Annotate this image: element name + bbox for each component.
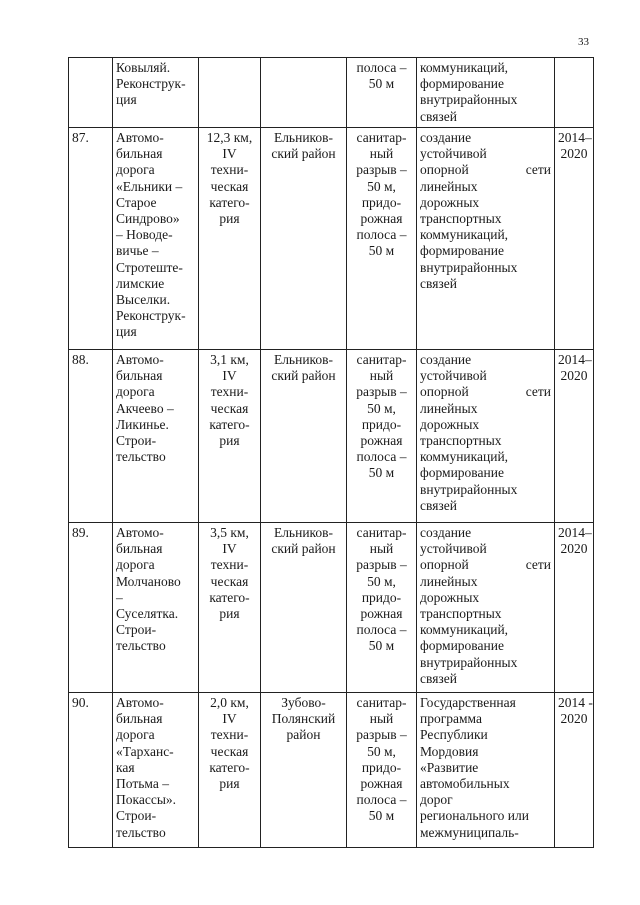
road-name-line: ция <box>116 324 137 340</box>
road-name-cell <box>113 58 199 128</box>
road-length-line: 3,5 км, <box>210 525 249 540</box>
purpose-line: формирование <box>420 465 504 481</box>
period-line: 2020 <box>560 711 588 727</box>
protection-zone-line: полоса – <box>356 792 407 808</box>
road-name-cell <box>113 350 199 523</box>
protection-zone-line: разрыв – <box>356 557 407 573</box>
district-cell <box>261 350 347 523</box>
purpose-line: внутрирайонных <box>420 481 518 497</box>
district-line: ский район <box>271 541 336 557</box>
purpose-line: дорожных <box>420 589 480 605</box>
road-name-line: Ковыляй. <box>116 60 171 75</box>
protection-zone-line: разрыв – <box>356 727 407 743</box>
protection-zone-cell <box>347 128 417 350</box>
period-line: 2020 <box>560 541 588 557</box>
road-name-line: Акчеево – <box>116 400 174 416</box>
period-line: 2014– <box>558 352 592 367</box>
road-length-line: 3,1 км, <box>210 352 249 367</box>
purpose-line: связей <box>420 497 457 513</box>
road-name-line: бильная <box>116 368 163 384</box>
period-cell <box>555 523 594 693</box>
road-length-line: катего- <box>209 589 250 605</box>
road-name-line: дорога <box>116 557 155 573</box>
road-length-line: ческая <box>210 743 249 759</box>
protection-zone-line: санитар- <box>356 130 407 145</box>
district-cell <box>261 128 347 350</box>
protection-zone-line: санитар- <box>356 352 407 367</box>
district-line: Ельников- <box>273 352 334 367</box>
district-line: ский район <box>271 368 336 384</box>
purpose-line: опорной сети <box>420 384 551 400</box>
road-length-line: рия <box>219 433 240 449</box>
road-name-line: «Тарханс- <box>116 743 174 759</box>
protection-zone-line: полоса – <box>356 622 407 638</box>
protection-zone-line: 50 м <box>368 243 395 259</box>
road-name-line: лимские <box>116 275 165 291</box>
purpose-line: связей <box>420 108 457 124</box>
table-row <box>69 693 594 848</box>
page-number: 33 <box>578 36 589 48</box>
road-length-cell <box>199 128 261 350</box>
road-length-cell <box>199 693 261 848</box>
purpose-line: внутрирайонных <box>420 259 518 275</box>
table-row <box>69 523 594 693</box>
period-line: 2020 <box>560 368 588 384</box>
protection-zone-cell <box>347 523 417 693</box>
purpose-line: связей <box>420 670 457 686</box>
purpose-line: транспортных <box>420 433 502 449</box>
road-length-line: IV <box>222 541 237 557</box>
purpose-cell <box>417 693 555 848</box>
road-length-line: катего- <box>209 416 250 432</box>
road-name-line: Потьма – <box>116 776 169 792</box>
protection-zone-line: 50 м <box>368 76 395 92</box>
purpose-line: линейных <box>420 178 478 194</box>
district-line: район <box>286 727 321 743</box>
road-length-line: ческая <box>210 573 249 589</box>
purpose-line: внутрирайонных <box>420 654 518 670</box>
road-name-line: тельство <box>116 824 166 840</box>
purpose-line: дорожных <box>420 194 480 210</box>
protection-zone-line: 50 м <box>368 465 395 481</box>
protection-zone-line: 50 м <box>368 638 395 654</box>
road-length-cell <box>199 350 261 523</box>
row-number-cell: 87. <box>69 128 113 350</box>
purpose-line: программа <box>420 711 482 727</box>
row-number-cell <box>69 58 113 128</box>
road-length-line: IV <box>222 146 237 162</box>
road-length-line: IV <box>222 368 237 384</box>
district-cell <box>261 58 347 128</box>
protection-zone-line: ный <box>369 146 394 162</box>
protection-zone-line: рожная <box>360 211 403 227</box>
road-name-line: Автомо- <box>116 352 164 367</box>
district-line: Полянский <box>271 711 336 727</box>
purpose-line: устойчивой <box>420 146 487 162</box>
period-line: 2014– <box>558 525 592 540</box>
purpose-line: регионального или <box>420 808 529 824</box>
purpose-line: дорог <box>420 792 453 808</box>
purpose-line: создание <box>420 352 472 367</box>
protection-zone-line: разрыв – <box>356 384 407 400</box>
road-length-cell <box>199 523 261 693</box>
road-name-line: Автомо- <box>116 695 164 710</box>
road-name-line: бильная <box>116 146 163 162</box>
protection-zone-line: разрыв – <box>356 162 407 178</box>
protection-zone-line: рожная <box>360 433 403 449</box>
purpose-line: Государственная <box>420 695 516 710</box>
road-length-line: рия <box>219 606 240 622</box>
road-name-line: «Ельники – <box>116 178 183 194</box>
protection-zone-line: 50 м <box>368 808 395 824</box>
protection-zone-line: ный <box>369 368 394 384</box>
purpose-line: транспортных <box>420 211 502 227</box>
road-name-line: ция <box>116 92 137 108</box>
road-name-line: кая <box>116 759 135 775</box>
road-name-line: Молчаново <box>116 573 181 589</box>
purpose-line: Республики <box>420 727 488 743</box>
purpose-line: линейных <box>420 573 478 589</box>
road-name-line: Строи- <box>116 433 157 449</box>
road-length-line: техни- <box>210 727 249 743</box>
road-name-line: дорога <box>116 727 155 743</box>
road-name-line: Выселки. <box>116 292 171 308</box>
purpose-line: межмуниципаль- <box>420 824 519 840</box>
protection-zone-line: ный <box>369 711 394 727</box>
period-line: 2014 - <box>558 695 593 710</box>
purpose-line: «Развитие <box>420 759 479 775</box>
district-line: ский район <box>271 146 336 162</box>
row-number-cell: 90. <box>69 693 113 848</box>
road-name-cell <box>113 128 199 350</box>
period-line: 2014– <box>558 130 592 145</box>
road-length-line: ческая <box>210 400 249 416</box>
protection-zone-line: рожная <box>360 776 403 792</box>
purpose-line: внутрирайонных <box>420 92 518 108</box>
road-name-line: дорога <box>116 384 155 400</box>
road-name-line: Строи- <box>116 808 157 824</box>
road-name-line: дорога <box>116 162 155 178</box>
road-name-line: тельство <box>116 449 166 465</box>
purpose-line: коммуникаций, <box>420 449 509 465</box>
road-length-cell <box>199 58 261 128</box>
road-name-line: Автомо- <box>116 130 164 145</box>
road-name-line: Покассы». <box>116 792 177 808</box>
purpose-cell <box>417 350 555 523</box>
protection-zone-line: 50 м, <box>367 178 396 194</box>
road-name-cell <box>113 693 199 848</box>
road-length-line: катего- <box>209 759 250 775</box>
purpose-line: устойчивой <box>420 368 487 384</box>
period-cell <box>555 350 594 523</box>
district-line: Зубово- <box>281 695 326 710</box>
road-length-line: техни- <box>210 384 249 400</box>
table-row <box>69 350 594 523</box>
road-name-line: – Новоде- <box>116 227 173 243</box>
purpose-line: формирование <box>420 243 504 259</box>
purpose-line: автомобильных <box>420 776 510 792</box>
protection-zone-line: полоса – <box>356 60 407 75</box>
road-name-line: бильная <box>116 541 163 557</box>
table-row <box>69 128 594 350</box>
road-name-line: тельство <box>116 638 166 654</box>
table-row <box>69 58 594 128</box>
purpose-line: опорной сети <box>420 162 551 178</box>
protection-zone-cell <box>347 693 417 848</box>
purpose-line: линейных <box>420 400 478 416</box>
period-cell <box>555 128 594 350</box>
road-length-line: рия <box>219 776 240 792</box>
protection-zone-line: полоса – <box>356 449 407 465</box>
purpose-line: создание <box>420 525 472 540</box>
protection-zone-line: придо- <box>361 589 402 605</box>
protection-zone-line: санитар- <box>356 525 407 540</box>
road-length-line: техни- <box>210 162 249 178</box>
road-name-line: Ликинье. <box>116 416 169 432</box>
purpose-line: коммуникаций, <box>420 60 509 75</box>
period-cell <box>555 693 594 848</box>
purpose-line: дорожных <box>420 416 480 432</box>
purpose-cell <box>417 523 555 693</box>
purpose-line: Мордовия <box>420 743 479 759</box>
purpose-line: коммуникаций, <box>420 622 509 638</box>
purpose-line: опорной сети <box>420 557 551 573</box>
road-length-line: 12,3 км, <box>206 130 253 145</box>
protection-zone-line: 50 м, <box>367 743 396 759</box>
protection-zone-line: придо- <box>361 416 402 432</box>
purpose-line: связей <box>420 275 457 291</box>
road-length-line: рия <box>219 211 240 227</box>
purpose-cell <box>417 128 555 350</box>
protection-zone-line: санитар- <box>356 695 407 710</box>
purpose-line: создание <box>420 130 472 145</box>
protection-zone-line: 50 м, <box>367 400 396 416</box>
road-length-line: IV <box>222 711 237 727</box>
road-name-line: Суселятка. <box>116 606 179 622</box>
purpose-line: коммуникаций, <box>420 227 509 243</box>
purpose-line: формирование <box>420 638 504 654</box>
district-cell <box>261 523 347 693</box>
protection-zone-cell <box>347 58 417 128</box>
protection-zone-line: придо- <box>361 194 402 210</box>
road-name-line: Синдрово» <box>116 211 180 227</box>
protection-zone-line: 50 м, <box>367 573 396 589</box>
period-line: 2020 <box>560 146 588 162</box>
district-line: Ельников- <box>273 525 334 540</box>
purpose-line: формирование <box>420 76 504 92</box>
road-length-line: 2,0 км, <box>210 695 249 710</box>
roads-table <box>68 57 594 848</box>
road-name-line: бильная <box>116 711 163 727</box>
protection-zone-line: придо- <box>361 759 402 775</box>
district-cell <box>261 693 347 848</box>
road-name-line: Реконструк- <box>116 308 186 324</box>
purpose-cell <box>417 58 555 128</box>
protection-zone-line: ный <box>369 541 394 557</box>
protection-zone-line: полоса – <box>356 227 407 243</box>
road-name-line: Реконструк- <box>116 76 186 92</box>
road-name-line: вичье – <box>116 243 159 259</box>
purpose-line: устойчивой <box>420 541 487 557</box>
row-number-cell: 88. <box>69 350 113 523</box>
protection-zone-cell <box>347 350 417 523</box>
road-name-line: Автомо- <box>116 525 164 540</box>
road-name-line: Старое <box>116 194 157 210</box>
row-number-cell: 89. <box>69 523 113 693</box>
road-length-line: техни- <box>210 557 249 573</box>
road-name-line: – <box>116 589 123 605</box>
period-cell <box>555 58 594 128</box>
purpose-line: транспортных <box>420 606 502 622</box>
road-length-line: катего- <box>209 194 250 210</box>
district-line: Ельников- <box>273 130 334 145</box>
road-length-line: ческая <box>210 178 249 194</box>
road-name-line: Стротеште- <box>116 259 183 275</box>
protection-zone-line: рожная <box>360 606 403 622</box>
road-name-line: Строи- <box>116 622 157 638</box>
road-name-cell <box>113 523 199 693</box>
